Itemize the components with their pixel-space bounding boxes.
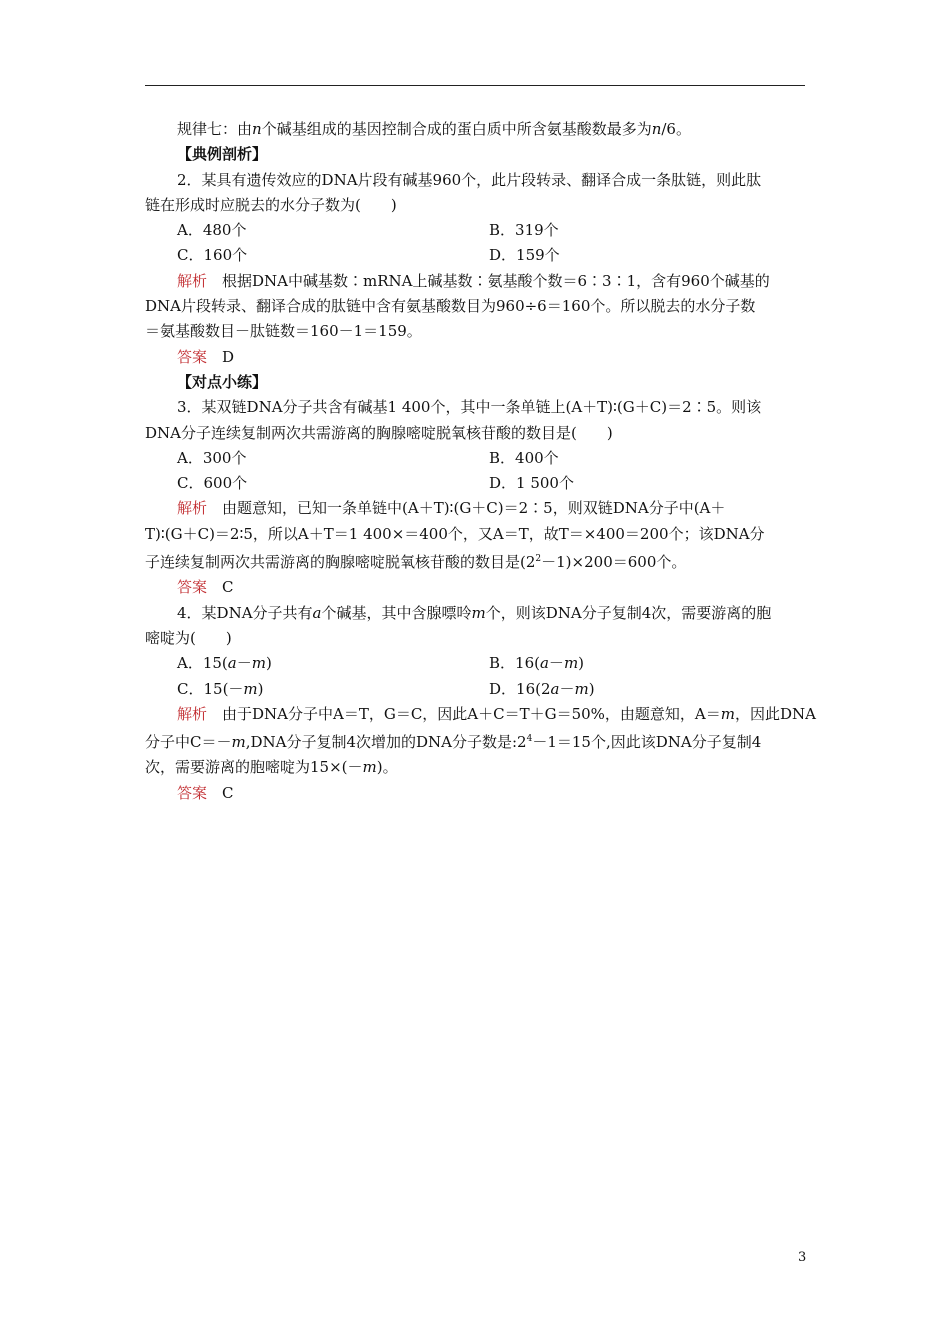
question-2-analysis: 解析 根据DNA中碱基数∶mRNA上碱基数∶氨基酸个数＝6∶3∶1，含有960个碱基的 xyxy=(177,271,770,290)
question-3-options-row-1 xyxy=(145,446,807,471)
rule-seven: 规律七：由n个碱基组成的基因控制合成的蛋白质中所含氨基酸数最多为n/6。 xyxy=(177,120,691,138)
header-rule xyxy=(145,85,805,86)
option-d: D．159个 xyxy=(489,246,560,265)
question-2-options-row-2 xyxy=(145,243,807,268)
question-4-stem-cont: 嘧啶为( ) xyxy=(145,628,232,647)
question-3-analysis: 解析 由题意知，已知一条单链中(A＋T)∶(G＋C)＝2∶5，则双链DNA分子中(A＋ xyxy=(177,499,726,518)
answer-label: 答案 xyxy=(177,347,208,366)
option-a: A．300个 xyxy=(177,448,247,467)
question-3-answer: 答案 C xyxy=(177,578,234,597)
question-2-analysis-cont: ＝氨基酸数目－肽链数＝160－1＝159。 xyxy=(145,322,422,341)
question-3-analysis-cont: T)∶(G＋C)＝2∶5，所以A＋T＝1 400×＝400个，又A＝T，故T＝×400＝200个；该DNA分 xyxy=(145,524,765,543)
option-b: B．319个 xyxy=(489,221,559,240)
question-4-stem: 4．某DNA分子共有a个碱基，其中含腺嘌呤m个，则该DNA分子复制4次，需要游离的胞 xyxy=(177,603,772,622)
option-d: D．16(2a－m) xyxy=(489,679,595,698)
option-b: B．16(a－m) xyxy=(489,654,585,673)
analysis-label: 解析 xyxy=(177,499,208,518)
analysis-label: 解析 xyxy=(177,704,208,723)
option-d: D．1 500个 xyxy=(489,474,574,493)
page-number: 3 xyxy=(798,1250,807,1265)
analysis-label: 解析 xyxy=(177,271,208,290)
question-4-analysis-cont: 次，需要游离的胞嘧啶为15×(－m)。 xyxy=(145,758,398,777)
question-4-options-row-1 xyxy=(145,651,807,676)
answer-label: 答案 xyxy=(177,783,208,802)
question-2-answer: 答案 D xyxy=(177,347,235,366)
question-4-options-row-2 xyxy=(145,677,807,702)
option-a: A．480个 xyxy=(177,221,247,240)
option-b: B．400个 xyxy=(489,448,559,467)
option-c: C．160个 xyxy=(177,246,248,265)
question-4-analysis-cont: 分子中C＝－m,DNA分子复制4次增加的DNA分子数是$:2^4-1=15$个,因此该DNA分子复制4 xyxy=(145,733,762,752)
question-2-options-row-1 xyxy=(145,218,807,243)
question-3-stem-cont: DNA分子连续复制两次共需游离的胸腺嘧啶脱氧核苷酸的数目是( ) xyxy=(145,423,613,442)
question-3-analysis-cont: 子连续复制两次共需游离的胸腺嘧啶脱氧核苷酸的数目是$(2^2-1)\times 200=600$个。 xyxy=(145,553,687,572)
option-c: C．15(－m) xyxy=(177,679,264,698)
section-practice-heading: 【对点小练】 xyxy=(177,372,268,391)
option-c: C．600个 xyxy=(177,474,248,493)
document-body xyxy=(145,117,816,806)
question-4-analysis: 解析 由于DNA分子中A＝T，G＝C，因此A＋C＝T＋G＝50%，由题意知，A＝m，因此DNA xyxy=(177,704,816,723)
question-2-stem-cont: 链在形成时应脱去的水分子数为( ) xyxy=(145,195,397,214)
option-a: A．15(a－m) xyxy=(177,654,272,673)
question-2-analysis-cont: DNA片段转录、翻译合成的肽链中含有氨基酸数目为960÷6＝160个。所以脱去的水分子数 xyxy=(145,297,756,316)
question-2-stem: 2．某具有遗传效应的DNA片段有碱基960个，此片段转录、翻译合成一条肽链，则此肽 xyxy=(177,170,762,189)
answer-label: 答案 xyxy=(177,578,208,597)
question-4-answer: 答案 C xyxy=(177,783,234,802)
section-example-heading: 【典例剖析】 xyxy=(177,145,268,164)
question-3-stem: 3．某双链DNA分子共含有碱基1 400个，其中一条单链上(A＋T)∶(G＋C)＝2∶5。则该 xyxy=(177,398,762,417)
question-3-options-row-2 xyxy=(145,471,807,496)
